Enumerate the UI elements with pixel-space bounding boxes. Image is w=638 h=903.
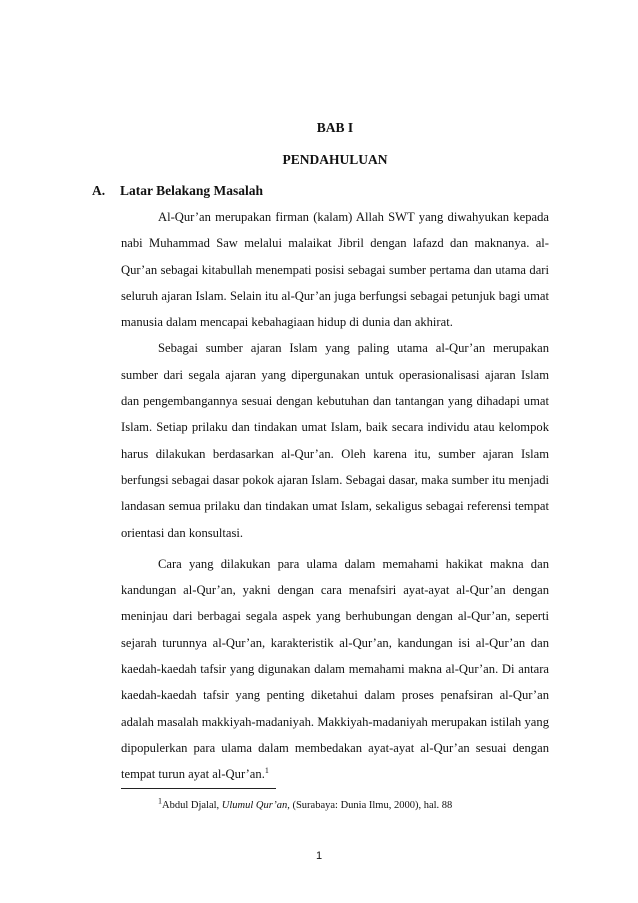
body-text <box>121 204 549 788</box>
paragraph-3 <box>121 551 549 788</box>
chapter-heading: BAB I <box>316 120 354 135</box>
chapter-title: PENDAHULUAN <box>282 152 388 167</box>
footnote <box>158 796 453 811</box>
section-letter: A. <box>92 183 106 198</box>
paragraph-2: Sebagai sumber ajaran Islam yang paling utama al-Qur’an merupakan sumber dari segala ajaran yang dipergunakan untuk operasionalisasi ajaran Islam dan pengembangannya sesuai dengan kebutuhan dan tantangan yang dihadapi umat Islam. Setiap prilaku dan tindakan umat Islam, baik secara individu atau kelompok harus dilakukan berdasarkan al-Qur’an. Oleh karena itu, sumber ajaran Islam berfungsi sebagai dasar pokok ajaran Islam. Sebagai dasar, maka sumber itu menjadi landasan semua prilaku dan tindakan umat Islam, sekaligus sebagai referensi tempat orientasi dan konsultasi. <box>121 341 549 540</box>
section-title: Latar Belakang Masalah <box>120 183 264 198</box>
footnote-reference[interactable]: 1 <box>264 766 269 776</box>
footnote-book-title: Ulumul Qur’an <box>221 800 288 811</box>
footnote-divider <box>121 788 276 789</box>
paragraph-3-text: Cara yang dilakukan para ulama dalam memahami hakikat makna dan kandungan al-Qur’an, yakni dengan cara menafsiri ayat-ayat al-Qur’an dengan meninjau dari berbagai segala aspek yang berhubungan dengan al-Qur’an, seperti sejarah turunnya al-Qur’an, karakteristik al-Qur’an, kandungan isi al-Qur’an dan kaedah-kaedah tafsir yang digunakan dalam memahami makna al-Qur’an. Di antara kaedah-kaedah tafsir yang penting diketahui dalam proses penafsiran al-Qur’an adalah masalah makkiyah-madaniyah. Makkiyah-madaniyah merupakan istilah yang dipopulerkan para ulama dalam membedakan ayat-ayat al-Qur’an sesuai dengan tempat turun ayat al-Qur’an. <box>121 556 549 782</box>
paragraph-1: Al-Qur’an merupakan firman (kalam) Allah SWT yang diwahyukan kepada nabi Muhammad Saw melalui malaikat Jibril dengan lafazd dan maknanya. al-Qur’an sebagai kitabullah menempati posisi sebagai sumber pertama dan utama dari seluruh ajaran Islam. Selain itu al-Qur’an juga berfungsi sebagai petunjuk bagi umat manusia dalam mencapai kebahagiaan hidup di dunia dan akhirat. <box>121 210 549 330</box>
footnote-author: Abdul Djalal, <box>162 800 220 811</box>
footnote-publication: , (Surabaya: Dunia Ilmu, 2000), hal. 88 <box>287 800 453 811</box>
footnote-marker: 1 <box>158 796 162 806</box>
section-heading <box>92 183 263 199</box>
page-number: 1 <box>315 850 323 862</box>
